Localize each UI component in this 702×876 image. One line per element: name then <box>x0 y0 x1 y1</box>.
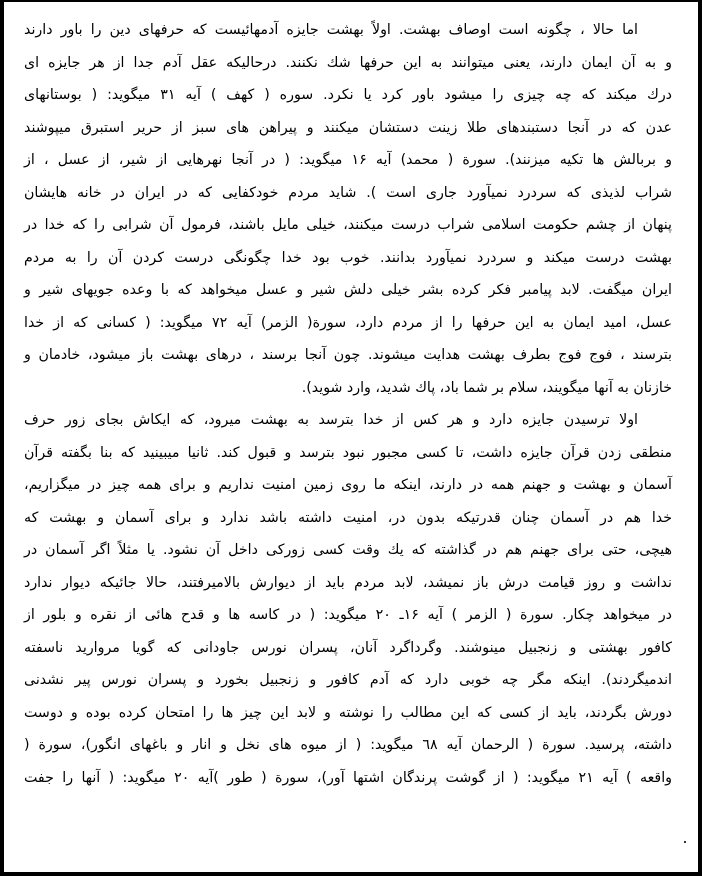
text-line: اما حالا ، چگونه است اوصاف بهشت. اولاً بهشت جایزه آدمهائیست که حرفهای دین را باور دارند <box>24 22 638 38</box>
text-line: پنهان از چشم حکومت اسلامی شراب درست میکنند، خیلی مایل باشند، فرمول آن شرابی را که خدا در <box>24 217 672 233</box>
text-line: اندمیگردند). اینکه مگر چه خوبی دارد که آدم کافور و زنجبیل بخورد و پسران نورس پیر نشدنی <box>24 672 672 688</box>
text-line: داشته، پرسید. سورة ( الرحمان آیه ٦٨ میگوید: ( از میوه های نخل و انار و باغهای انگور)، سورة ( <box>24 737 672 753</box>
text-line: آسمان و بهشت و جهنم همه در دارند، اینکه ما روی زمین امنیت نداریم و برای همه چیز در میگزاریم، <box>24 477 672 493</box>
text-line: واقعه ) آیه ۲۱ میگوید: ( از گوشت پرندگان اشتها آور)، سورة ( طور )آیه ۲۰ میگوید: ( آنها را جفت <box>24 769 673 786</box>
text-line: خدا هم در آسمان چنان قدرتیکه بدون در، امنیت داشته باشد ندارد و برای آسمان و بهشت که <box>24 509 672 526</box>
margin-mark <box>684 841 686 843</box>
text-line: درك میکند که چه چیزی را میشود باور کرد یا نکرد. سوره ( کهف ) آیه ۳۱ میگوید: ( بوستانهای <box>24 87 672 103</box>
text-line: شراب لذیذی که سردرد نمیآورد جاری است ). شاید مردم خودکفایی که در ایران در خانه هایشان <box>24 184 672 201</box>
paragraph-2 <box>24 404 672 794</box>
text-line: دورش بگردند، باید از کسی که این مطالب را نوشته و لابد این چیز ها را امتحان کرده بوده و دوست <box>24 704 672 721</box>
text-line: در میخواهد چکار. سورة ( الزمر ) آیه ۱۶ـ ۲۰ میگوید: ( در کاسه ها و قدح هائی از نقره و بلور از <box>24 607 672 623</box>
text-line: هیچی، حتی برای جهنم هم در گذاشته که یك وقت کسی زورکی داخل آن نشود. یا مثلاً اگر آسمان در <box>24 542 672 558</box>
text-line: ایران میگفت. لابد پیامبر فکر کرده بشر خیلی دلش شیر و عسل میخواهد که با وعده جویهای شیر و <box>24 282 672 298</box>
text-line: بهشت درست میکند و سردرد نمیآورد بدانند. خوب بود خدا چگونگی درست کردن آن را به مردم <box>24 249 672 266</box>
text-line: عدن که در آنجا دستبندهای طلا زینت دستشان میکنند و پیراهن های سبز از حریر استبرق میپوشند <box>24 119 672 136</box>
text-line: بترسند ، فوج فوج بطرف بهشت هدایت میشوند. چون آنجا برسند ، درهای بهشت باز میشود، خادمان و <box>24 347 672 363</box>
document-body <box>24 14 672 794</box>
text-line: منطقی زدن قرآن جایزه داشت، تا کسی مجبور نبود بترسد و قبول کند. ثانیا میبینید که بنا بگفته قرآن <box>24 444 672 461</box>
paragraph-1 <box>24 14 672 404</box>
text-line: و بربالش ها تکیه میزنند). سورة ( محمد) آیه ۱۶ میگوید: ( در آنجا نهرهایی از شیر، از عسل ، از <box>24 152 672 168</box>
text-line: و به آن ایمان دارند، یعنی میتوانند به این حرفها شك نکنند. درحالیکه عقل آدم جدا از هر جایزه ای <box>24 54 672 71</box>
text-line: نداشت و روز قیامت درش باز نمیشد، لابد مردم باید از دیوارش بالامیرفتند، حالا جائیکه دیوار ندارد <box>24 574 672 591</box>
text-line: عسل، امید ایمان به این حرفها را از مردم دارد، سورة( الزمر) آیه ۷۲ میگوید: ( کسانی که از خدا <box>24 314 672 331</box>
text-line: خازنان به آنها میگویند، سلام بر شما باد، پاك شدید، وارد شوید). <box>301 379 672 396</box>
text-line: اولا ترسیدن جایزه دارد و هر کس از خدا بترسد به بهشت میرود، که ایکاش بجای زور حرف <box>24 412 638 428</box>
text-line: کافور بهشتی و زنجبیل مینوشند. وگرداگرد آنان، پسران نورس جاودانی که گویا مروارید ناسفته <box>24 639 672 656</box>
